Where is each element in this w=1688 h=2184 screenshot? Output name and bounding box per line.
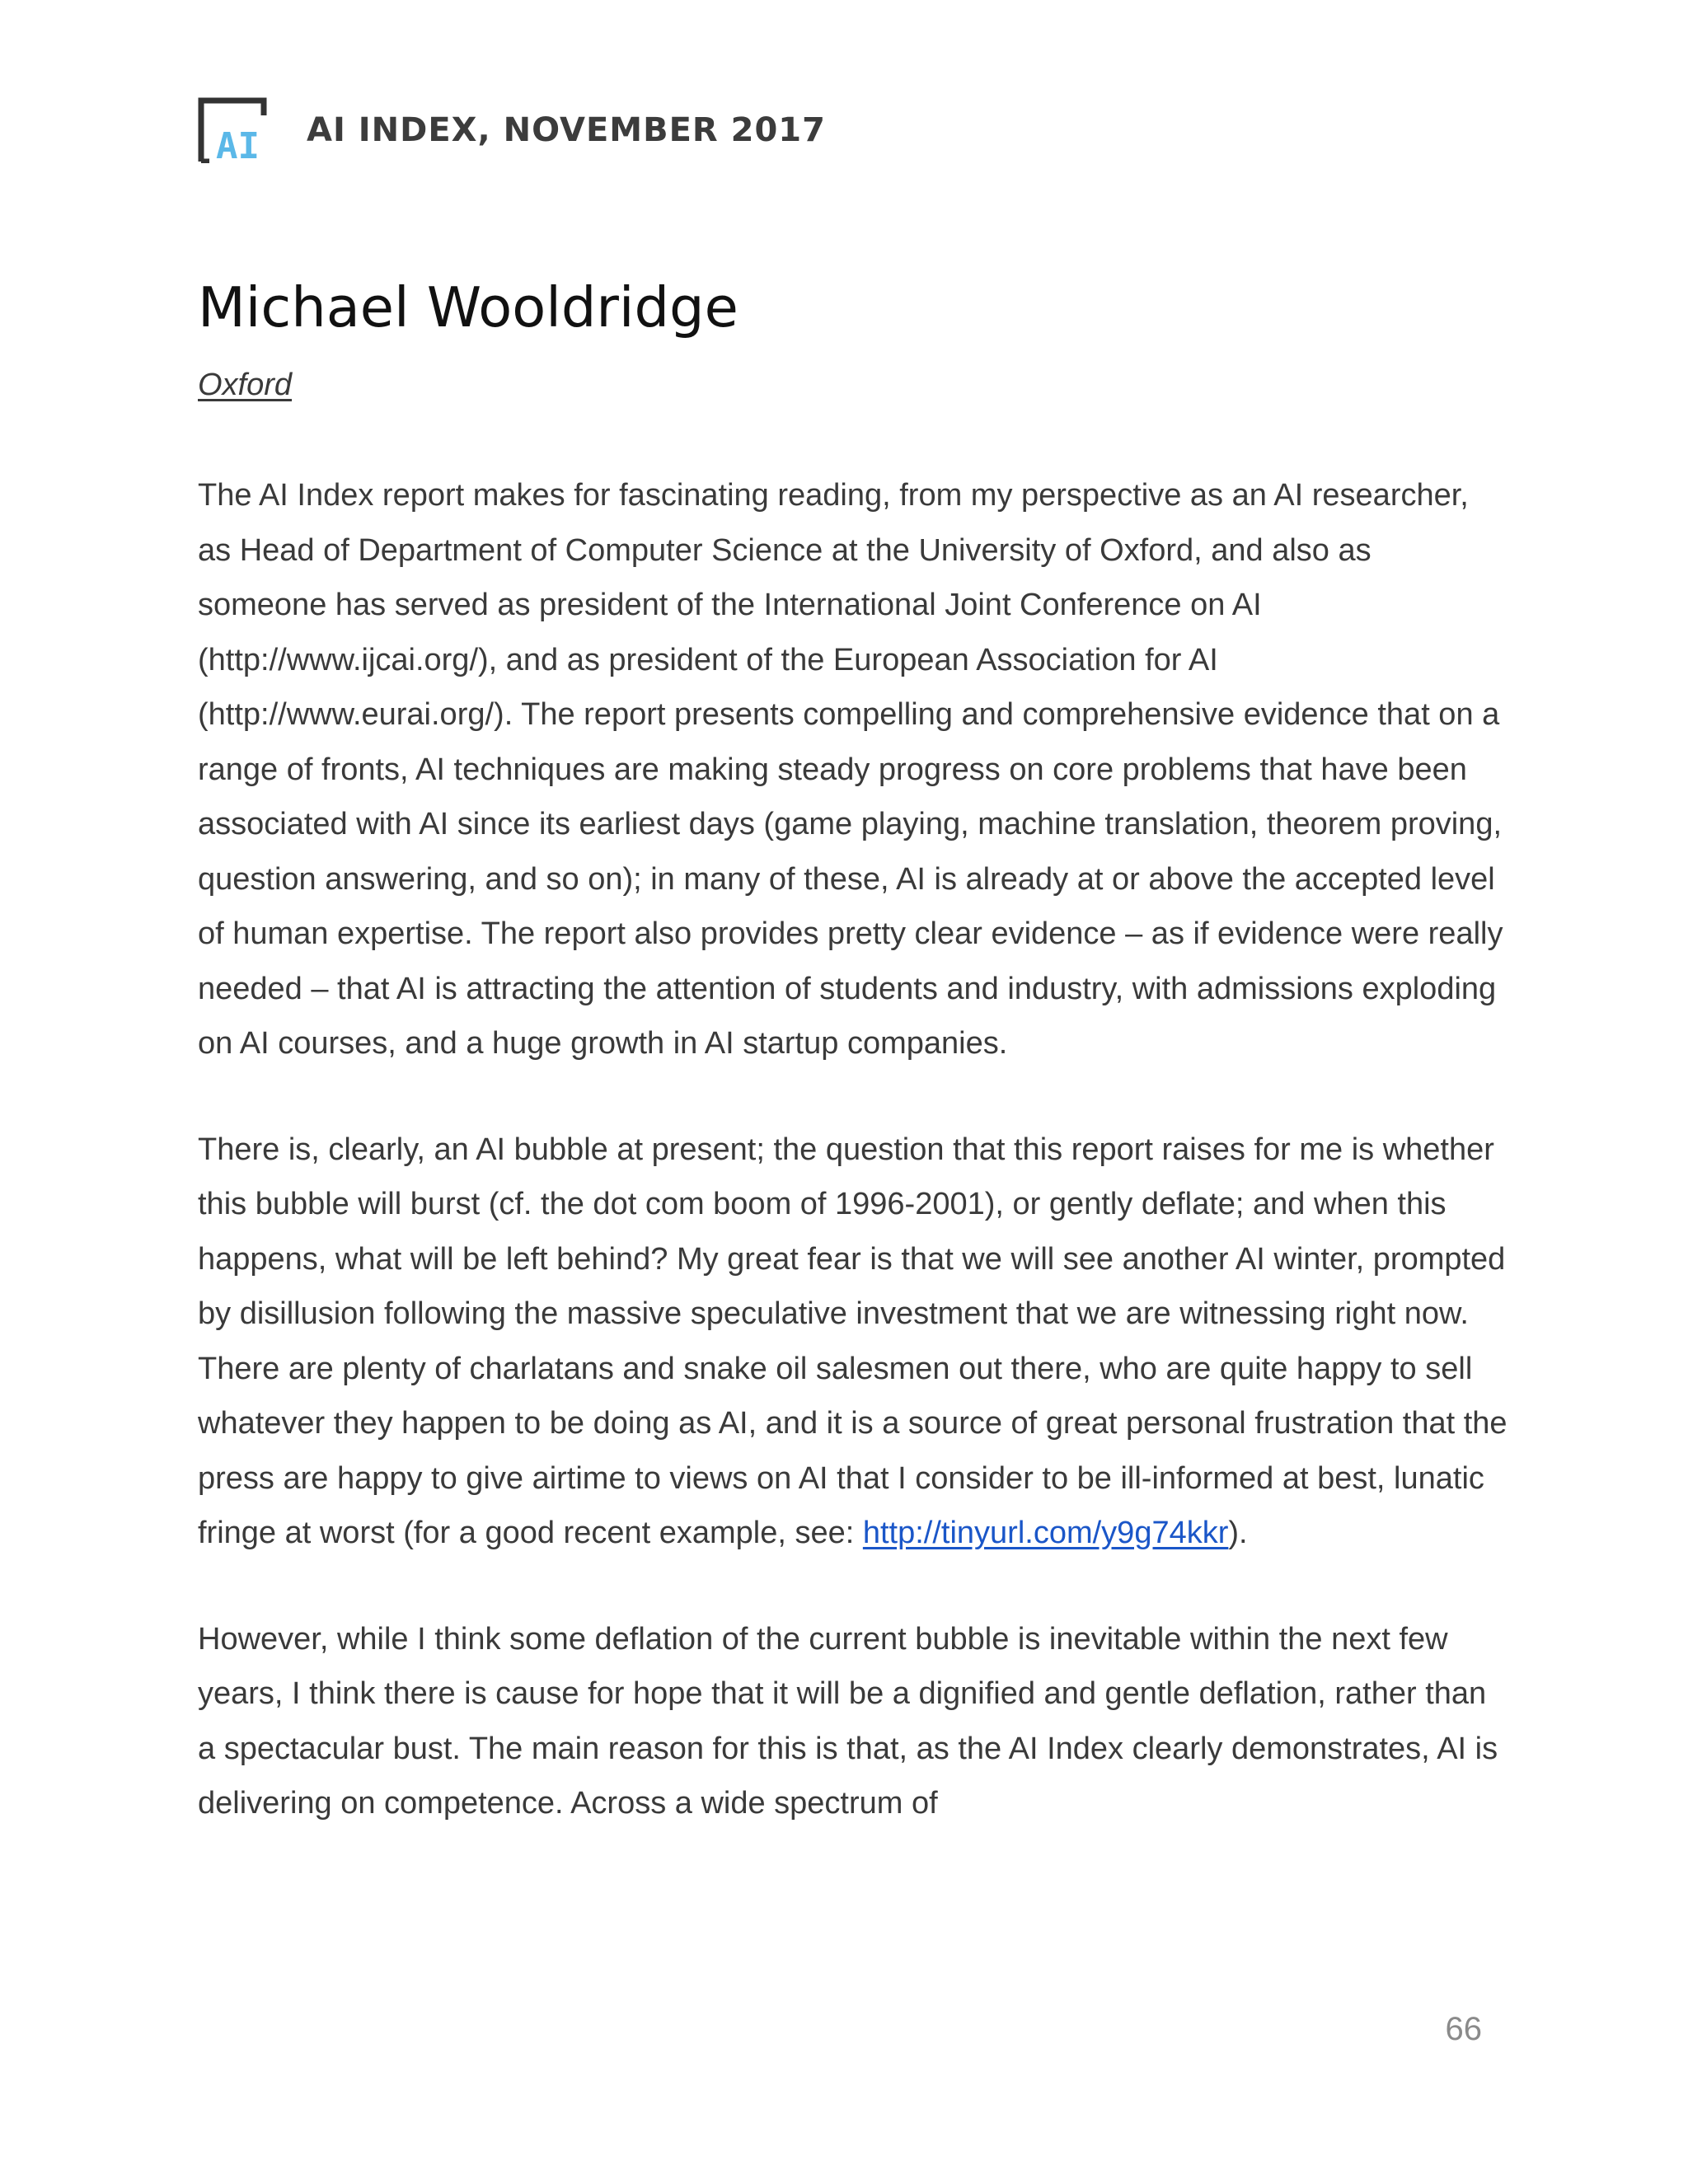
author-affiliation: Oxford (198, 368, 293, 402)
ai-index-logo (198, 97, 270, 163)
logo-mark: AI (216, 125, 260, 163)
paragraph-2 (198, 1122, 1508, 1561)
report-title: AI INDEX, NOVEMBER 2017 (307, 111, 826, 149)
essay-body (198, 468, 1508, 1882)
page-header (198, 97, 826, 163)
paragraph-3: However, while I think some deflation of the current bubble is inevitable within the next few years, I think there is cause for hope that it will be a dignified and gentle deflation, rather than a spectacular bust. The main reason for this is that, as the AI Index clearly demonstrates, AI is delivering on competence. Across a wide spectrum of (198, 1621, 1498, 1821)
paragraph-2-end: ). (1228, 1516, 1248, 1550)
tinyurl-link[interactable]: http://tinyurl.com/y9g74kkr (862, 1516, 1229, 1550)
paragraph-1: The AI Index report makes for fascinating reading, from my perspective as an AI researcher, as Head of Department of Computer Science at the University of Oxford, and also as someone has served as president of the International Joint Conference on AI (http://www.ijcai.org/), and as president of the European Association for AI (http://www.eurai.org/). The report presents compelling and comprehensive evidence that on a range of fronts, AI techniques are making steady progress on core problems that have been associated with AI since its earliest days (game playing, machine translation, theorem proving, question answering, and so on); in many of these, AI is already at or above the accepted level of human expertise. The report also provides pretty clear evidence – as if evidence were really needed – that AI is attracting the attention of students and industry, with admissions exploding on AI courses, and a huge growth in AI startup companies. (198, 478, 1503, 1061)
author-name: Michael Wooldridge (198, 275, 738, 340)
paragraph-2-text: There is, clearly, an AI bubble at present; the question that this report raises for me is whether this bubble will burst (cf. the dot com boom of 1996-2001), or gently deflate; and when this happens, what will be left behind? My great fear is that we will see another AI winter, prompted by disillusion following the massive speculative investment that we are witnessing right now. There are plenty of charlatans and snake oil salesmen out there, who are quite happy to sell whatever they happen to be doing as AI, and it is a source of great personal frustration that the press are happy to give airtime to views on AI that I consider to be ill-informed at best, lunatic fringe at worst (for a good recent example, see: (198, 1132, 1507, 1550)
page-number: 66 (1445, 2011, 1482, 2047)
